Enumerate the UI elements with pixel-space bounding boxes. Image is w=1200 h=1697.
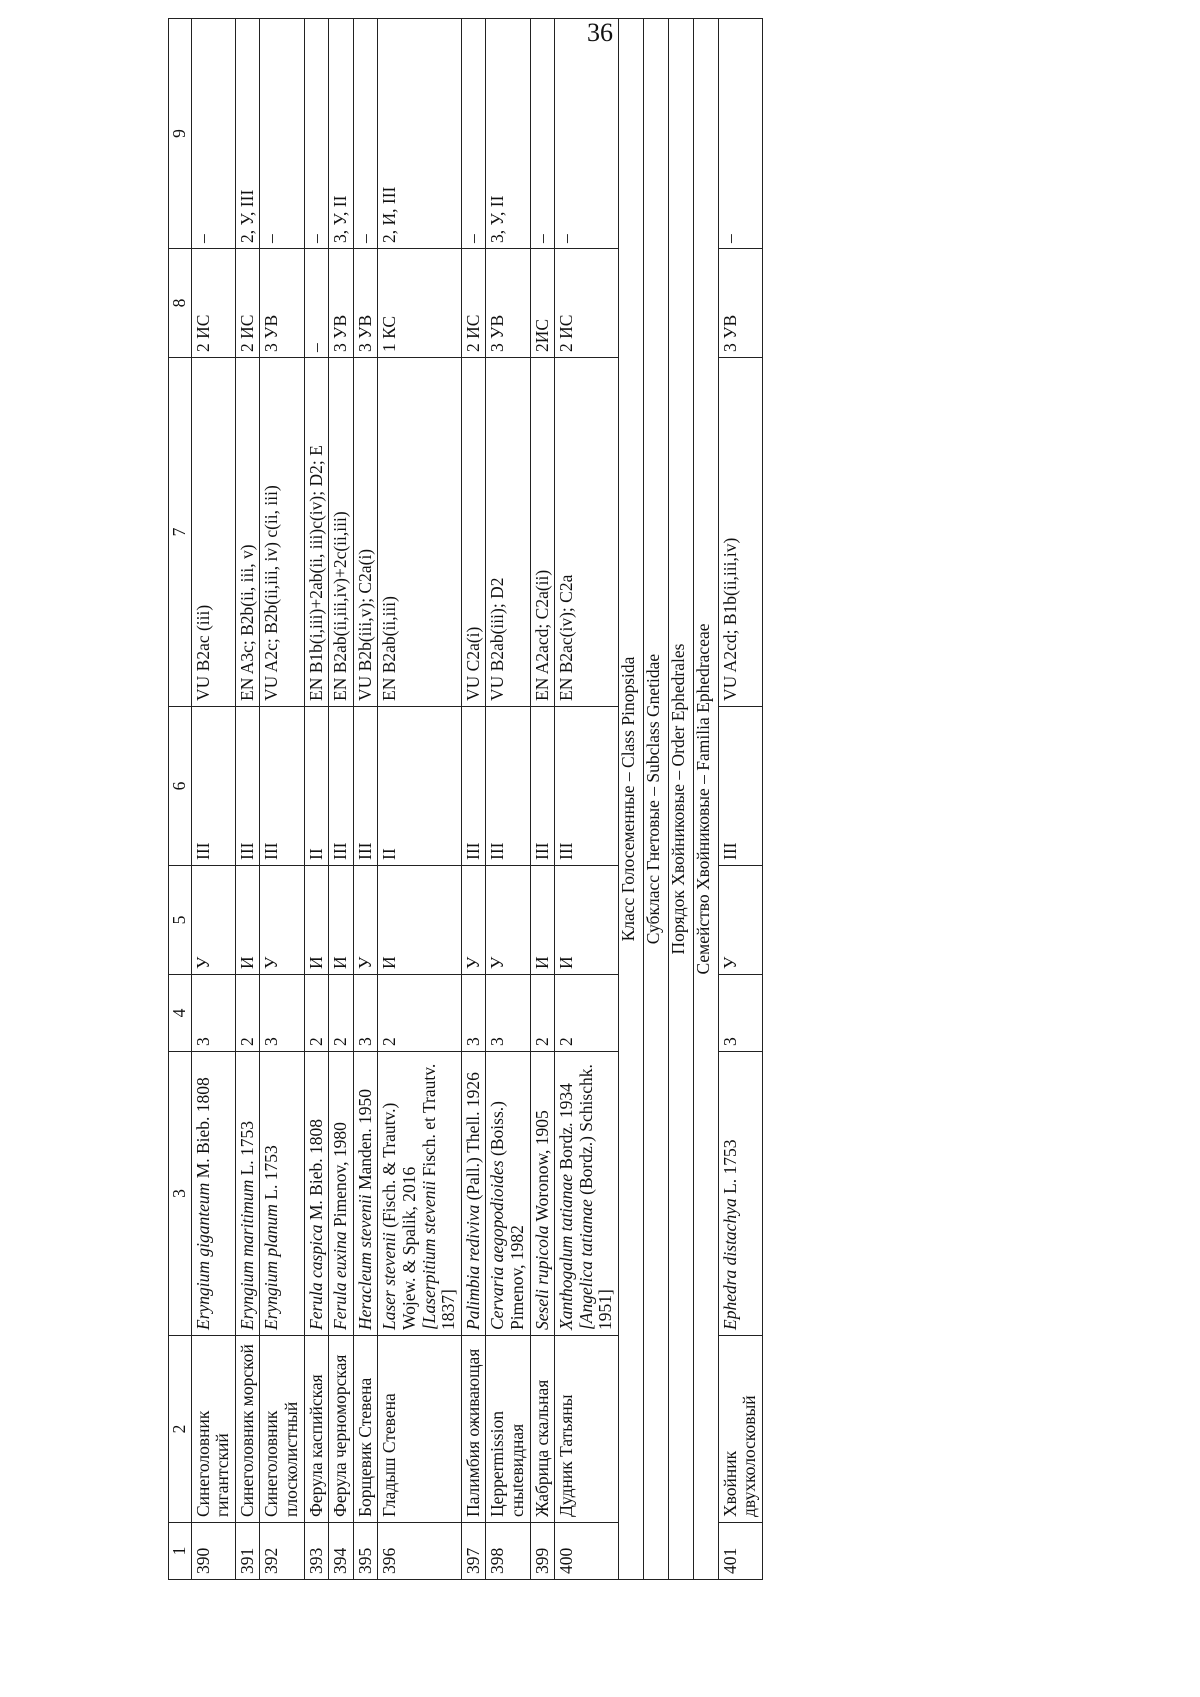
latin-name-author: M. Bieb. 1808 (305, 1119, 326, 1225)
latin-name (260, 1052, 304, 1336)
latin-name-italic: Seseli rupicola (531, 1225, 552, 1330)
latin-synonym-author: (Bordz.) Schischk. 1951] (575, 1064, 616, 1330)
table-row (530, 19, 555, 1580)
russian-name: Борщевик Стевена (353, 1336, 378, 1523)
category-cell: 3 (260, 975, 304, 1052)
status-cell: И (304, 866, 329, 975)
header-col-7: 7 (169, 358, 192, 707)
header-col-5: 5 (169, 866, 192, 975)
rf-category-cell: 3 УВ (718, 249, 762, 358)
russian-name: Жабрица скальная (530, 1336, 555, 1523)
category-cell: 3 (191, 975, 235, 1052)
row-number: 398 (486, 1523, 530, 1580)
status-cell: У (353, 866, 378, 975)
table-row (304, 19, 329, 1580)
iucn-criteria-cell: EN A2acd; C2a(ii) (530, 358, 555, 707)
row-number: 394 (329, 1523, 354, 1580)
latin-name-italic: Ferula caspica (305, 1224, 326, 1330)
iucn-criteria-cell: EN B1b(i,iii)+2ab(ii, iii)c(iv); D2; E (304, 358, 329, 707)
rb-status-cell: – (304, 19, 329, 249)
latin-synonym-italic: [Laserpitium stevenii (418, 1180, 439, 1330)
rf-category-cell: 1 КС (378, 249, 461, 358)
priority-cell: III (235, 707, 260, 866)
latin-name-author: L. 1753 (236, 1120, 257, 1180)
table-body-ephedraceae (718, 19, 762, 1580)
category-cell: 2 (378, 975, 461, 1052)
status-cell: У (191, 866, 235, 975)
iucn-criteria-cell: VU A2c; B2b(ii,iii, iv) c(ii, iii) (260, 358, 304, 707)
rf-category-cell: 3 УВ (329, 249, 354, 358)
rb-status-cell: – (191, 19, 235, 249)
taxon-subclass: Субкласс Гнетовые – Subclass Gnetidae (643, 19, 668, 1580)
taxon-family: Семейство Хвойниковые – Familia Ephedraceae (693, 19, 718, 1580)
latin-name-italic: Laser stevenii (379, 1232, 400, 1330)
status-cell: У (260, 866, 304, 975)
table-row (329, 19, 354, 1580)
category-cell: 3 (486, 975, 530, 1052)
rb-status-cell: – (260, 19, 304, 249)
rb-status-cell: – (461, 19, 486, 249)
taxon-row-subclass (643, 19, 668, 1580)
red-list-table (168, 18, 763, 1580)
latin-name-author: Pimenov, 1980 (330, 1122, 351, 1232)
russian-name: Церpermission сныtевидная (486, 1336, 530, 1523)
priority-cell: III (486, 707, 530, 866)
table-row (378, 19, 461, 1580)
rf-category-cell: 2 ИС (235, 249, 260, 358)
latin-name-author: Woronow, 1905 (531, 1110, 552, 1226)
table-body-apiaceae (191, 19, 618, 1580)
header-col-8: 8 (169, 249, 192, 358)
header-col-4: 4 (169, 975, 192, 1052)
latin-name-author: Bordz. 1934 (556, 1083, 577, 1174)
latin-name (353, 1052, 378, 1336)
priority-cell: III (329, 707, 354, 866)
priority-cell: III (555, 707, 619, 866)
row-number: 395 (353, 1523, 378, 1580)
priority-cell: III (461, 707, 486, 866)
iucn-criteria-cell: VU A2cd; B1b(ii,iii,iv) (718, 358, 762, 707)
taxon-class: Класс Голосеменные – Class Pinopsida (618, 19, 643, 1580)
latin-name (304, 1052, 329, 1336)
row-number: 399 (530, 1523, 555, 1580)
priority-cell: II (378, 707, 461, 866)
rb-status-cell: 2, И, III (378, 19, 461, 249)
category-cell: 2 (329, 975, 354, 1052)
russian-name: Хвойник двухколосковый (718, 1336, 762, 1523)
header-row (169, 19, 192, 1580)
latin-name-italic: Eryngium maritimum (236, 1179, 257, 1330)
taxon-row-class (618, 19, 643, 1580)
latin-name-italic: Cervaria aegopodioides (487, 1160, 508, 1330)
latin-name-author: (Fisch. & Trautv.) Wojew. & Spalik, 2016 (379, 1102, 419, 1330)
latin-name-italic: Ferula euxina (330, 1231, 351, 1330)
latin-name-author: M. Bieb. 1808 (192, 1077, 213, 1183)
priority-cell: III (353, 707, 378, 866)
latin-name (378, 1052, 461, 1336)
latin-name-author: L. 1753 (261, 1145, 282, 1205)
latin-name-author: Manden. 1950 (354, 1088, 375, 1195)
row-number: 400 (555, 1523, 619, 1580)
status-cell: И (555, 866, 619, 975)
priority-cell: III (718, 707, 762, 866)
row-number: 396 (378, 1523, 461, 1580)
category-cell: 3 (718, 975, 762, 1052)
rf-category-cell: 3 УВ (486, 249, 530, 358)
row-number: 393 (304, 1523, 329, 1580)
latin-name-italic: Ephedra distachya (719, 1198, 740, 1330)
header-col-2: 2 (169, 1336, 192, 1523)
latin-name (530, 1052, 555, 1336)
iucn-criteria-cell: EN A3c; B2b(ii, iii, v) (235, 358, 260, 707)
status-cell: У (461, 866, 486, 975)
iucn-criteria-cell: EN B2ab(ii,iii) (378, 358, 461, 707)
rf-category-cell: – (304, 249, 329, 358)
latin-name (555, 1052, 619, 1336)
russian-name: Синеголовник плосколистный (260, 1336, 304, 1523)
rf-category-cell: 2 ИС (191, 249, 235, 358)
page-number: 36 (587, 18, 613, 47)
taxa-headers (618, 19, 718, 1580)
priority-cell: III (260, 707, 304, 866)
table-row (555, 19, 619, 1580)
iucn-criteria-cell: VU B2b(iii,v); C2a(i) (353, 358, 378, 707)
category-cell: 3 (461, 975, 486, 1052)
latin-name-italic: Eryngium planum (261, 1204, 282, 1330)
priority-cell: II (304, 707, 329, 866)
row-number: 401 (718, 1523, 762, 1580)
taxon-row-order (668, 19, 693, 1580)
iucn-criteria-cell: VU C2a(i) (461, 358, 486, 707)
iucn-criteria-cell: EN B2ab(ii,iii,iv)+2c(ii,iii) (329, 358, 354, 707)
category-cell: 2 (235, 975, 260, 1052)
priority-cell: III (191, 707, 235, 866)
table-row (353, 19, 378, 1580)
russian-name: Синеголовник морской (235, 1336, 260, 1523)
category-cell: 2 (530, 975, 555, 1052)
status-cell: И (235, 866, 260, 975)
rb-status-cell: – (353, 19, 378, 249)
priority-cell: III (530, 707, 555, 866)
header-col-9: 9 (169, 19, 192, 249)
latin-synonym-italic: [Angelica tatianae (575, 1199, 596, 1330)
taxon-order: Порядок Хвойниковые – Order Ephedrales (668, 19, 693, 1580)
latin-name (191, 1052, 235, 1336)
category-cell: 3 (353, 975, 378, 1052)
category-cell: 2 (555, 975, 619, 1052)
table-row (461, 19, 486, 1580)
latin-name (718, 1052, 762, 1336)
taxon-row-family (693, 19, 718, 1580)
iucn-criteria-cell: VU B2ac (iii) (191, 358, 235, 707)
latin-name (486, 1052, 530, 1336)
table-row (486, 19, 530, 1580)
latin-name-author: (Boiss.) Pimenov, 1982 (487, 1101, 527, 1330)
russian-name: Ферула каспийская (304, 1336, 329, 1523)
rf-category-cell: 2ИС (530, 249, 555, 358)
russian-name: Дудник Татьяны (555, 1336, 619, 1523)
latin-name (329, 1052, 354, 1336)
rb-status-cell: 3, У, II (329, 19, 354, 249)
rf-category-cell: 3 УВ (260, 249, 304, 358)
russian-name: Палимбия оживающая (461, 1336, 486, 1523)
status-cell: У (718, 866, 762, 975)
status-cell: У (486, 866, 530, 975)
rf-category-cell: 2 ИС (555, 249, 619, 358)
row-number: 392 (260, 1523, 304, 1580)
status-cell: И (530, 866, 555, 975)
latin-name (235, 1052, 260, 1336)
row-number: 397 (461, 1523, 486, 1580)
latin-name-author: (Pall.) Thell. 1926 (462, 1072, 483, 1205)
status-cell: И (378, 866, 461, 975)
iucn-criteria-cell: VU B2ab(iii); D2 (486, 358, 530, 707)
rb-status-cell: 2, У, III (235, 19, 260, 249)
rb-status-cell: – (555, 19, 619, 249)
latin-name (461, 1052, 486, 1336)
iucn-criteria-cell: EN B2ac(iv); C2a (555, 358, 619, 707)
row-number: 391 (235, 1523, 260, 1580)
latin-name-italic: Xanthogalum tatianae (556, 1173, 577, 1330)
rb-status-cell: – (718, 19, 762, 249)
rb-status-cell: 3, У, II (486, 19, 530, 249)
table-row (718, 19, 762, 1580)
row-number: 390 (191, 1523, 235, 1580)
header-col-6: 6 (169, 707, 192, 866)
rotated-table-container (168, 100, 1068, 1580)
latin-name-italic: Palimbia redivivа (462, 1204, 483, 1330)
russian-name: Синеголовник гигантский (191, 1336, 235, 1523)
latin-name-author: L. 1753 (719, 1139, 740, 1199)
rf-category-cell: 2 ИС (461, 249, 486, 358)
rb-status-cell: – (530, 19, 555, 249)
russian-name: Гладыш Стевена (378, 1336, 461, 1523)
russian-name: Ферула черноморская (329, 1336, 354, 1523)
rf-category-cell: 3 УВ (353, 249, 378, 358)
latin-name-italic: Eryngium giganteum (192, 1182, 213, 1330)
table-row (260, 19, 304, 1580)
status-cell: И (329, 866, 354, 975)
latin-name-italic: Heracleum stevenii (354, 1194, 375, 1330)
table-row (191, 19, 235, 1580)
header-col-1: 1 (169, 1523, 192, 1580)
header-col-3: 3 (169, 1052, 192, 1336)
table-row (235, 19, 260, 1580)
latin-synonym-author: Fisch. et Trautv. 1837] (418, 1063, 459, 1330)
category-cell: 2 (304, 975, 329, 1052)
